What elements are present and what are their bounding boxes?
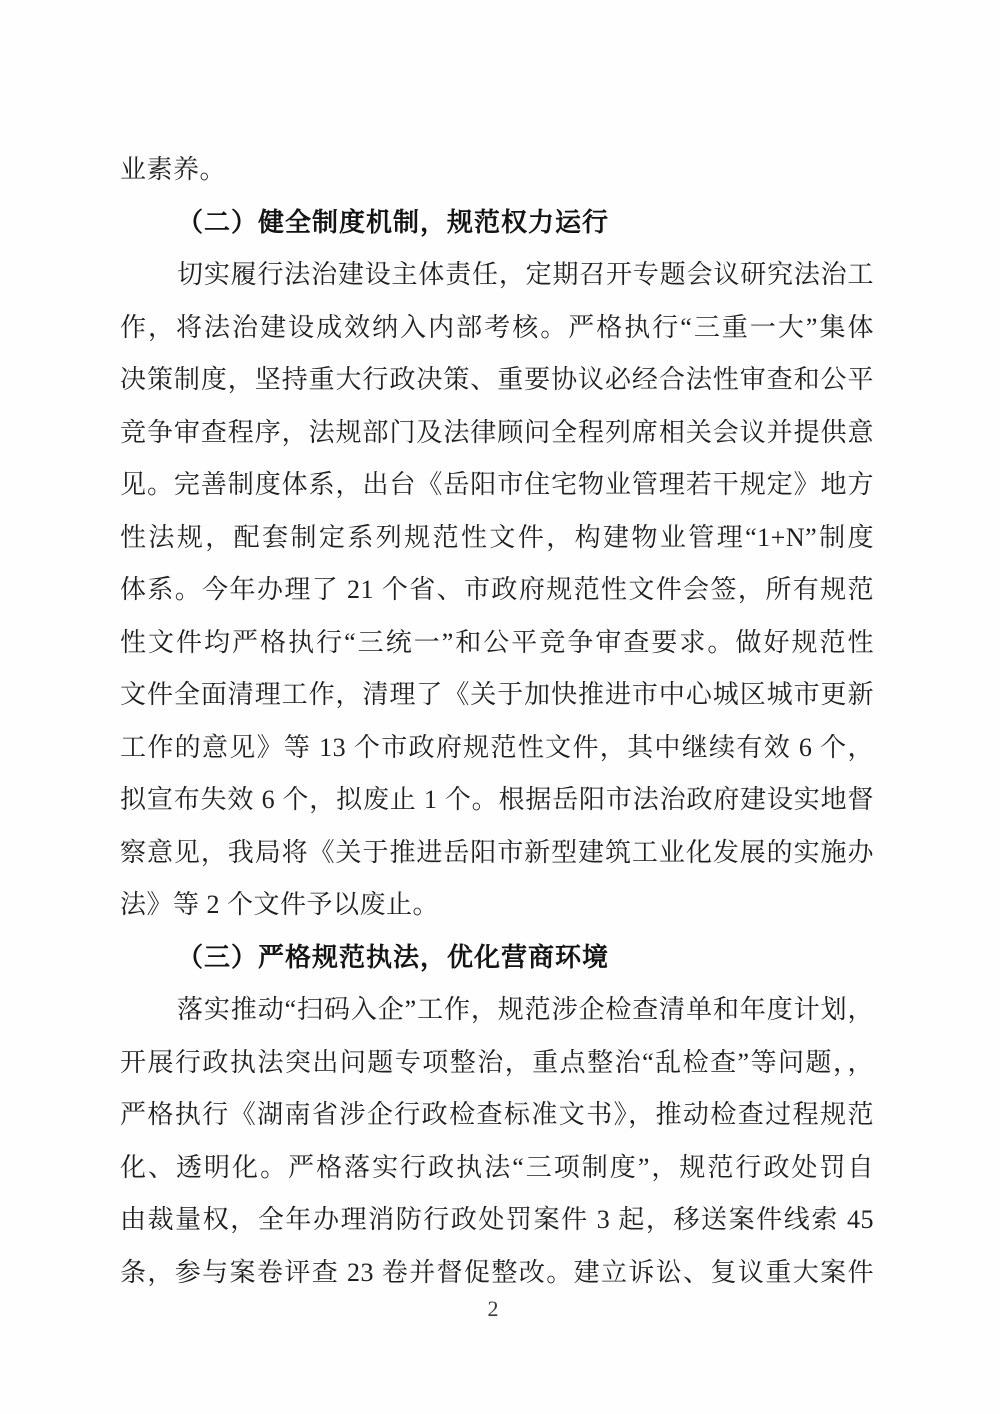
text-line: 条，参与案卷评查 23 卷并督促整改。建立诉讼、复议重大案件 (120, 1257, 874, 1287)
text-line: 严格执行《湖南省涉企行政检查标准文书》，推动检查过程规范 (120, 1100, 874, 1129)
text-line: 见。完善制度体系，出台《岳阳市住宅物业管理若干规定》地方 (120, 470, 874, 499)
text-line: 开展行政执法突出问题专项整治，重点整治“乱检查”等问题，， (120, 1047, 874, 1077)
text-line: 拟宣布失效 6 个，拟废止 1 个。根据岳阳市法治政府建设实地督 (120, 785, 874, 814)
text-line: 由裁量权，全年办理消防行政处罚案件 3 起，移送案件线索 45 (120, 1205, 874, 1234)
text-line: 业素养。 (120, 155, 227, 184)
document-text-block (120, 144, 874, 1299)
text-line: 体系。今年办理了 21 个省、市政府规范性文件会签，所有规范 (120, 575, 874, 604)
text-line: 作，将法治建设成效纳入内部考核。严格执行“三重一大”集体 (120, 312, 874, 342)
text-line: 工作的意见》等 13 个市政府规范性文件，其中继续有效 6 个， (120, 732, 874, 762)
text-line: 竞争审查程序，法规部门及法律顾问全程列席相关会议并提供意 (120, 417, 874, 447)
text-line: 察意见，我局将《关于推进岳阳市新型建筑工业化发展的实施办 (120, 837, 874, 867)
text-line: 决策制度，坚持重大行政决策、重要协议必经合法性审查和公平 (120, 365, 874, 394)
text-line: 化、透明化。严格落实行政执法“三项制度”，规范行政处罚自 (120, 1152, 874, 1182)
section-heading-3: （三）严格规范执法，优化营商环境 (177, 942, 610, 972)
text-line: 性文件均严格执行“三统一”和公平竞争审查要求。做好规范性 (120, 627, 874, 657)
text-line: 切实履行法治建设主体责任，定期召开专题会议研究法治工 (177, 260, 874, 289)
text-line: 性法规，配套制定系列规范性文件，构建物业管理“1+N”制度 (120, 522, 874, 552)
text-line: 法》等 2 个文件予以废止。 (120, 890, 440, 919)
text-line: 落实推动“扫码入企”工作，规范涉企检查清单和年度计划， (177, 995, 874, 1024)
text-line: 文件全面清理工作，清理了《关于加快推进市中心城区城市更新 (120, 680, 874, 709)
section-heading-2: （二）健全制度机制，规范权力运行 (177, 207, 610, 237)
page-number: 2 (487, 1296, 499, 1321)
